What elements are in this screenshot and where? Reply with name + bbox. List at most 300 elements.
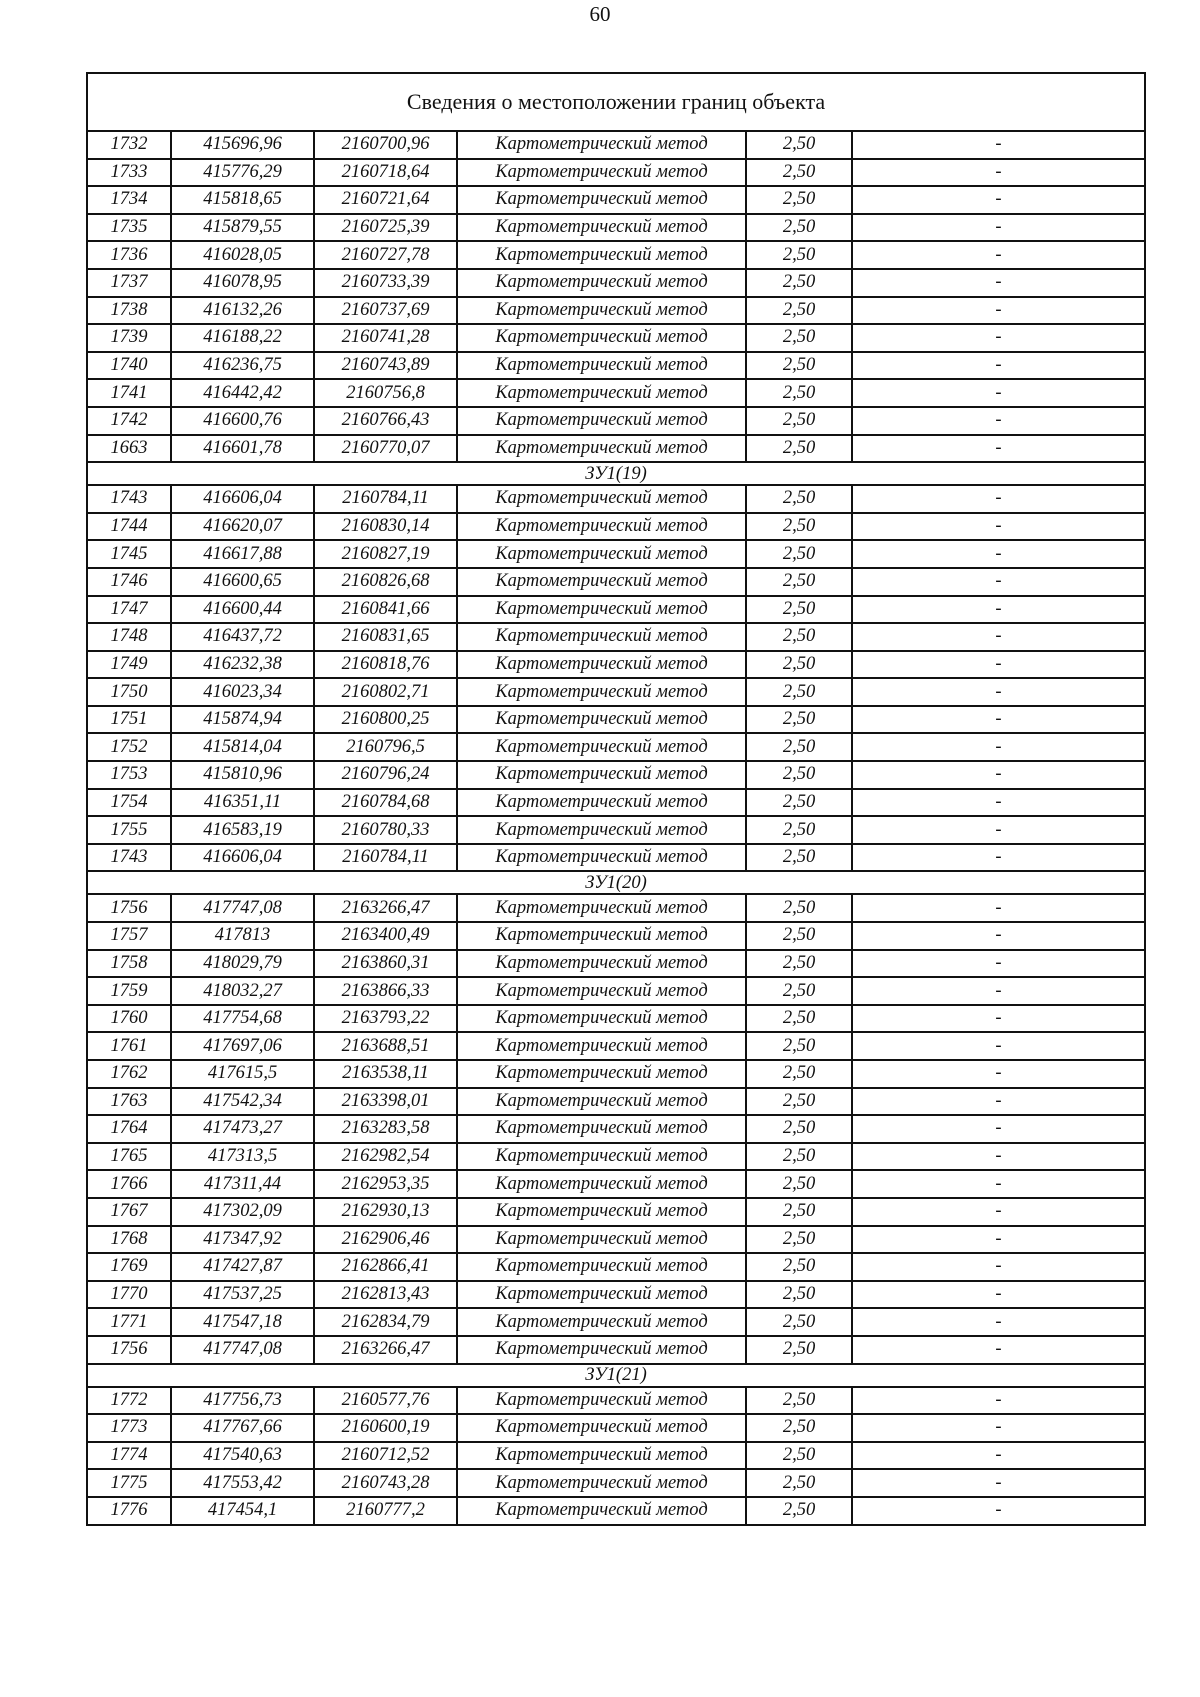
page-number: 60	[589, 2, 611, 26]
section-header-row	[87, 1364, 1145, 1387]
table-row	[87, 131, 1145, 159]
description-cell: -	[852, 1281, 1145, 1309]
table-row	[87, 269, 1145, 297]
table-title: Сведения о местоположении границ объекта	[87, 73, 1145, 131]
accuracy-cell: 2,50	[746, 1198, 852, 1226]
x-coordinate-cell: 416236,75	[171, 352, 314, 380]
y-coordinate-cell: 2163866,33	[314, 977, 457, 1005]
accuracy-cell: 2,50	[746, 131, 852, 159]
table-row	[87, 1414, 1145, 1442]
table-row	[87, 623, 1145, 651]
method-cell: Картометрический метод	[457, 1281, 746, 1309]
point-number-cell: 1746	[87, 568, 171, 596]
table-row	[87, 1198, 1145, 1226]
y-coordinate-cell: 2160830,14	[314, 513, 457, 541]
accuracy-cell: 2,50	[746, 1442, 852, 1470]
accuracy-cell: 2,50	[746, 1060, 852, 1088]
point-number-cell: 1763	[87, 1088, 171, 1116]
accuracy-cell: 2,50	[746, 1336, 852, 1364]
table-row	[87, 1387, 1145, 1415]
description-cell: -	[852, 1032, 1145, 1060]
x-coordinate-cell: 416620,07	[171, 513, 314, 541]
table-row	[87, 568, 1145, 596]
method-cell: Картометрический метод	[457, 706, 746, 734]
accuracy-cell: 2,50	[746, 297, 852, 325]
method-cell: Картометрический метод	[457, 1115, 746, 1143]
y-coordinate-cell: 2160826,68	[314, 568, 457, 596]
x-coordinate-cell: 416351,11	[171, 789, 314, 817]
x-coordinate-cell: 416600,65	[171, 568, 314, 596]
description-cell: -	[852, 1336, 1145, 1364]
method-cell: Картометрический метод	[457, 324, 746, 352]
description-cell: -	[852, 977, 1145, 1005]
method-cell: Картометрический метод	[457, 1143, 746, 1171]
point-number-cell: 1768	[87, 1226, 171, 1254]
y-coordinate-cell: 2160733,39	[314, 269, 457, 297]
section-label: ЗУ1(19)	[87, 462, 1145, 485]
table-body	[87, 73, 1145, 1525]
table-row	[87, 922, 1145, 950]
point-number-cell: 1663	[87, 435, 171, 463]
x-coordinate-cell: 416232,38	[171, 651, 314, 679]
description-cell: -	[852, 789, 1145, 817]
description-cell: -	[852, 733, 1145, 761]
accuracy-cell: 2,50	[746, 977, 852, 1005]
accuracy-cell: 2,50	[746, 513, 852, 541]
accuracy-cell: 2,50	[746, 596, 852, 624]
table-row	[87, 435, 1145, 463]
y-coordinate-cell: 2160737,69	[314, 297, 457, 325]
method-cell: Картометрический метод	[457, 678, 746, 706]
accuracy-cell: 2,50	[746, 1170, 852, 1198]
y-coordinate-cell: 2160743,28	[314, 1469, 457, 1497]
table-row	[87, 1088, 1145, 1116]
x-coordinate-cell: 417756,73	[171, 1387, 314, 1415]
description-cell: -	[852, 407, 1145, 435]
description-cell: -	[852, 1253, 1145, 1281]
description-cell: -	[852, 159, 1145, 187]
section-label: ЗУ1(21)	[87, 1364, 1145, 1387]
accuracy-cell: 2,50	[746, 706, 852, 734]
y-coordinate-cell: 2163398,01	[314, 1088, 457, 1116]
method-cell: Картометрический метод	[457, 214, 746, 242]
point-number-cell: 1752	[87, 733, 171, 761]
description-cell: -	[852, 706, 1145, 734]
point-number-cell: 1739	[87, 324, 171, 352]
accuracy-cell: 2,50	[746, 379, 852, 407]
description-cell: -	[852, 324, 1145, 352]
description-cell: -	[852, 1387, 1145, 1415]
accuracy-cell: 2,50	[746, 922, 852, 950]
point-number-cell: 1757	[87, 922, 171, 950]
table-row	[87, 894, 1145, 922]
y-coordinate-cell: 2163266,47	[314, 894, 457, 922]
point-number-cell: 1751	[87, 706, 171, 734]
accuracy-cell: 2,50	[746, 1497, 852, 1525]
point-number-cell: 1761	[87, 1032, 171, 1060]
description-cell: -	[852, 297, 1145, 325]
x-coordinate-cell: 415879,55	[171, 214, 314, 242]
x-coordinate-cell: 416583,19	[171, 816, 314, 844]
method-cell: Картометрический метод	[457, 789, 746, 817]
x-coordinate-cell: 416023,34	[171, 678, 314, 706]
accuracy-cell: 2,50	[746, 894, 852, 922]
table-row	[87, 1032, 1145, 1060]
section-header-row	[87, 462, 1145, 485]
accuracy-cell: 2,50	[746, 1032, 852, 1060]
x-coordinate-cell: 417767,66	[171, 1414, 314, 1442]
table-row	[87, 678, 1145, 706]
description-cell: -	[852, 1170, 1145, 1198]
point-number-cell: 1760	[87, 1005, 171, 1033]
description-cell: -	[852, 1497, 1145, 1525]
method-cell: Картометрический метод	[457, 269, 746, 297]
method-cell: Картометрический метод	[457, 1060, 746, 1088]
y-coordinate-cell: 2160718,64	[314, 159, 457, 187]
method-cell: Картометрический метод	[457, 1170, 746, 1198]
table-row	[87, 977, 1145, 1005]
point-number-cell: 1759	[87, 977, 171, 1005]
description-cell: -	[852, 1226, 1145, 1254]
accuracy-cell: 2,50	[746, 540, 852, 568]
table-row	[87, 651, 1145, 679]
description-cell: -	[852, 568, 1145, 596]
point-number-cell: 1776	[87, 1497, 171, 1525]
table-row	[87, 485, 1145, 513]
accuracy-cell: 2,50	[746, 352, 852, 380]
y-coordinate-cell: 2160796,24	[314, 761, 457, 789]
accuracy-cell: 2,50	[746, 1308, 852, 1336]
accuracy-cell: 2,50	[746, 324, 852, 352]
point-number-cell: 1737	[87, 269, 171, 297]
x-coordinate-cell: 417537,25	[171, 1281, 314, 1309]
point-number-cell: 1736	[87, 241, 171, 269]
x-coordinate-cell: 417813	[171, 922, 314, 950]
x-coordinate-cell: 417547,18	[171, 1308, 314, 1336]
table-row	[87, 241, 1145, 269]
point-number-cell: 1748	[87, 623, 171, 651]
point-number-cell: 1773	[87, 1414, 171, 1442]
x-coordinate-cell: 416028,05	[171, 241, 314, 269]
method-cell: Картометрический метод	[457, 1253, 746, 1281]
method-cell: Картометрический метод	[457, 513, 746, 541]
x-coordinate-cell: 417553,42	[171, 1469, 314, 1497]
accuracy-cell: 2,50	[746, 1281, 852, 1309]
table-row	[87, 706, 1145, 734]
accuracy-cell: 2,50	[746, 435, 852, 463]
table-row	[87, 352, 1145, 380]
method-cell: Картометрический метод	[457, 1198, 746, 1226]
y-coordinate-cell: 2160712,52	[314, 1442, 457, 1470]
x-coordinate-cell: 415874,94	[171, 706, 314, 734]
y-coordinate-cell: 2160841,66	[314, 596, 457, 624]
table-row	[87, 1336, 1145, 1364]
description-cell: -	[852, 131, 1145, 159]
description-cell: -	[852, 596, 1145, 624]
y-coordinate-cell: 2160766,43	[314, 407, 457, 435]
point-number-cell: 1744	[87, 513, 171, 541]
x-coordinate-cell: 416437,72	[171, 623, 314, 651]
accuracy-cell: 2,50	[746, 485, 852, 513]
x-coordinate-cell: 417747,08	[171, 894, 314, 922]
x-coordinate-cell: 418029,79	[171, 950, 314, 978]
method-cell: Картометрический метод	[457, 540, 746, 568]
accuracy-cell: 2,50	[746, 816, 852, 844]
x-coordinate-cell: 415810,96	[171, 761, 314, 789]
point-number-cell: 1772	[87, 1387, 171, 1415]
table-row	[87, 844, 1145, 872]
accuracy-cell: 2,50	[746, 241, 852, 269]
accuracy-cell: 2,50	[746, 1414, 852, 1442]
x-coordinate-cell: 417313,5	[171, 1143, 314, 1171]
table-row	[87, 1442, 1145, 1470]
method-cell: Картометрический метод	[457, 1336, 746, 1364]
point-number-cell: 1762	[87, 1060, 171, 1088]
accuracy-cell: 2,50	[746, 623, 852, 651]
table-row	[87, 761, 1145, 789]
method-cell: Картометрический метод	[457, 816, 746, 844]
table-row	[87, 186, 1145, 214]
point-number-cell: 1765	[87, 1143, 171, 1171]
x-coordinate-cell: 417697,06	[171, 1032, 314, 1060]
point-number-cell: 1733	[87, 159, 171, 187]
table-row	[87, 1469, 1145, 1497]
table-row	[87, 513, 1145, 541]
method-cell: Картометрический метод	[457, 159, 746, 187]
description-cell: -	[852, 761, 1145, 789]
y-coordinate-cell: 2163266,47	[314, 1336, 457, 1364]
table-row	[87, 1115, 1145, 1143]
accuracy-cell: 2,50	[746, 568, 852, 596]
y-coordinate-cell: 2160756,8	[314, 379, 457, 407]
method-cell: Картометрический метод	[457, 1469, 746, 1497]
x-coordinate-cell: 417615,5	[171, 1060, 314, 1088]
x-coordinate-cell: 417302,09	[171, 1198, 314, 1226]
description-cell: -	[852, 1198, 1145, 1226]
method-cell: Картометрический метод	[457, 352, 746, 380]
method-cell: Картометрический метод	[457, 844, 746, 872]
table-row	[87, 1005, 1145, 1033]
table-row	[87, 540, 1145, 568]
accuracy-cell: 2,50	[746, 950, 852, 978]
method-cell: Картометрический метод	[457, 977, 746, 1005]
accuracy-cell: 2,50	[746, 1088, 852, 1116]
point-number-cell: 1743	[87, 844, 171, 872]
point-number-cell: 1774	[87, 1442, 171, 1470]
description-cell: -	[852, 1060, 1145, 1088]
point-number-cell: 1741	[87, 379, 171, 407]
accuracy-cell: 2,50	[746, 1115, 852, 1143]
y-coordinate-cell: 2160784,11	[314, 844, 457, 872]
description-cell: -	[852, 186, 1145, 214]
x-coordinate-cell: 417427,87	[171, 1253, 314, 1281]
y-coordinate-cell: 2160827,19	[314, 540, 457, 568]
accuracy-cell: 2,50	[746, 1143, 852, 1171]
x-coordinate-cell: 416188,22	[171, 324, 314, 352]
description-cell: -	[852, 1442, 1145, 1470]
y-coordinate-cell: 2160700,96	[314, 131, 457, 159]
point-number-cell: 1753	[87, 761, 171, 789]
point-number-cell: 1734	[87, 186, 171, 214]
y-coordinate-cell: 2160818,76	[314, 651, 457, 679]
y-coordinate-cell: 2162834,79	[314, 1308, 457, 1336]
point-number-cell: 1756	[87, 894, 171, 922]
x-coordinate-cell: 418032,27	[171, 977, 314, 1005]
x-coordinate-cell: 416132,26	[171, 297, 314, 325]
table-row	[87, 1226, 1145, 1254]
y-coordinate-cell: 2160600,19	[314, 1414, 457, 1442]
y-coordinate-cell: 2160796,5	[314, 733, 457, 761]
accuracy-cell: 2,50	[746, 789, 852, 817]
table-row	[87, 816, 1145, 844]
method-cell: Картометрический метод	[457, 485, 746, 513]
description-cell: -	[852, 816, 1145, 844]
table-row	[87, 407, 1145, 435]
y-coordinate-cell: 2163860,31	[314, 950, 457, 978]
x-coordinate-cell: 415818,65	[171, 186, 314, 214]
section-header-row	[87, 871, 1145, 894]
table-row	[87, 1060, 1145, 1088]
description-cell: -	[852, 352, 1145, 380]
method-cell: Картометрический метод	[457, 1308, 746, 1336]
x-coordinate-cell: 417311,44	[171, 1170, 314, 1198]
point-number-cell: 1732	[87, 131, 171, 159]
method-cell: Картометрический метод	[457, 1387, 746, 1415]
table-row	[87, 1253, 1145, 1281]
description-cell: -	[852, 894, 1145, 922]
description-cell: -	[852, 540, 1145, 568]
description-cell: -	[852, 950, 1145, 978]
point-number-cell: 1740	[87, 352, 171, 380]
table-row	[87, 789, 1145, 817]
x-coordinate-cell: 416600,76	[171, 407, 314, 435]
y-coordinate-cell: 2160802,71	[314, 678, 457, 706]
x-coordinate-cell: 417454,1	[171, 1497, 314, 1525]
accuracy-cell: 2,50	[746, 733, 852, 761]
point-number-cell: 1769	[87, 1253, 171, 1281]
table-row	[87, 324, 1145, 352]
point-number-cell: 1735	[87, 214, 171, 242]
accuracy-cell: 2,50	[746, 844, 852, 872]
x-coordinate-cell: 416078,95	[171, 269, 314, 297]
y-coordinate-cell: 2160831,65	[314, 623, 457, 651]
point-number-cell: 1756	[87, 1336, 171, 1364]
table-row	[87, 1308, 1145, 1336]
method-cell: Картометрический метод	[457, 733, 746, 761]
description-cell: -	[852, 1115, 1145, 1143]
point-number-cell: 1742	[87, 407, 171, 435]
x-coordinate-cell: 415696,96	[171, 131, 314, 159]
method-cell: Картометрический метод	[457, 922, 746, 950]
y-coordinate-cell: 2160741,28	[314, 324, 457, 352]
y-coordinate-cell: 2160770,07	[314, 435, 457, 463]
table-row	[87, 297, 1145, 325]
point-number-cell: 1766	[87, 1170, 171, 1198]
description-cell: -	[852, 1005, 1145, 1033]
method-cell: Картометрический метод	[457, 435, 746, 463]
description-cell: -	[852, 269, 1145, 297]
x-coordinate-cell: 417542,34	[171, 1088, 314, 1116]
y-coordinate-cell: 2162930,13	[314, 1198, 457, 1226]
x-coordinate-cell: 417754,68	[171, 1005, 314, 1033]
point-number-cell: 1767	[87, 1198, 171, 1226]
table-row	[87, 214, 1145, 242]
y-coordinate-cell: 2160784,11	[314, 485, 457, 513]
point-number-cell: 1754	[87, 789, 171, 817]
y-coordinate-cell: 2160777,2	[314, 1497, 457, 1525]
y-coordinate-cell: 2163538,11	[314, 1060, 457, 1088]
x-coordinate-cell: 416606,04	[171, 844, 314, 872]
point-number-cell: 1770	[87, 1281, 171, 1309]
x-coordinate-cell: 417473,27	[171, 1115, 314, 1143]
x-coordinate-cell: 417540,63	[171, 1442, 314, 1470]
table-header-row	[87, 73, 1145, 131]
y-coordinate-cell: 2160577,76	[314, 1387, 457, 1415]
y-coordinate-cell: 2162813,43	[314, 1281, 457, 1309]
description-cell: -	[852, 651, 1145, 679]
point-number-cell: 1743	[87, 485, 171, 513]
section-label: ЗУ1(20)	[87, 871, 1145, 894]
method-cell: Картометрический метод	[457, 623, 746, 651]
method-cell: Картометрический метод	[457, 761, 746, 789]
accuracy-cell: 2,50	[746, 1005, 852, 1033]
point-number-cell: 1771	[87, 1308, 171, 1336]
point-number-cell: 1749	[87, 651, 171, 679]
accuracy-cell: 2,50	[746, 269, 852, 297]
x-coordinate-cell: 416606,04	[171, 485, 314, 513]
accuracy-cell: 2,50	[746, 761, 852, 789]
y-coordinate-cell: 2160727,78	[314, 241, 457, 269]
table-row	[87, 379, 1145, 407]
y-coordinate-cell: 2160743,89	[314, 352, 457, 380]
table-row	[87, 159, 1145, 187]
y-coordinate-cell: 2163793,22	[314, 1005, 457, 1033]
description-cell: -	[852, 435, 1145, 463]
method-cell: Картометрический метод	[457, 651, 746, 679]
method-cell: Картометрический метод	[457, 379, 746, 407]
description-cell: -	[852, 214, 1145, 242]
description-cell: -	[852, 1308, 1145, 1336]
point-number-cell: 1758	[87, 950, 171, 978]
x-coordinate-cell: 415814,04	[171, 733, 314, 761]
x-coordinate-cell: 417747,08	[171, 1336, 314, 1364]
x-coordinate-cell: 416601,78	[171, 435, 314, 463]
table-row	[87, 596, 1145, 624]
description-cell: -	[852, 844, 1145, 872]
accuracy-cell: 2,50	[746, 214, 852, 242]
point-number-cell: 1750	[87, 678, 171, 706]
method-cell: Картометрический метод	[457, 1226, 746, 1254]
description-cell: -	[852, 623, 1145, 651]
accuracy-cell: 2,50	[746, 1226, 852, 1254]
x-coordinate-cell: 416617,88	[171, 540, 314, 568]
accuracy-cell: 2,50	[746, 186, 852, 214]
method-cell: Картометрический метод	[457, 950, 746, 978]
point-number-cell: 1747	[87, 596, 171, 624]
y-coordinate-cell: 2162982,54	[314, 1143, 457, 1171]
x-coordinate-cell: 416442,42	[171, 379, 314, 407]
point-number-cell: 1738	[87, 297, 171, 325]
point-number-cell: 1764	[87, 1115, 171, 1143]
x-coordinate-cell: 415776,29	[171, 159, 314, 187]
description-cell: -	[852, 241, 1145, 269]
table-row	[87, 1497, 1145, 1525]
point-number-cell: 1755	[87, 816, 171, 844]
description-cell: -	[852, 513, 1145, 541]
boundary-coordinates-table	[86, 72, 1146, 1526]
accuracy-cell: 2,50	[746, 1387, 852, 1415]
y-coordinate-cell: 2160800,25	[314, 706, 457, 734]
